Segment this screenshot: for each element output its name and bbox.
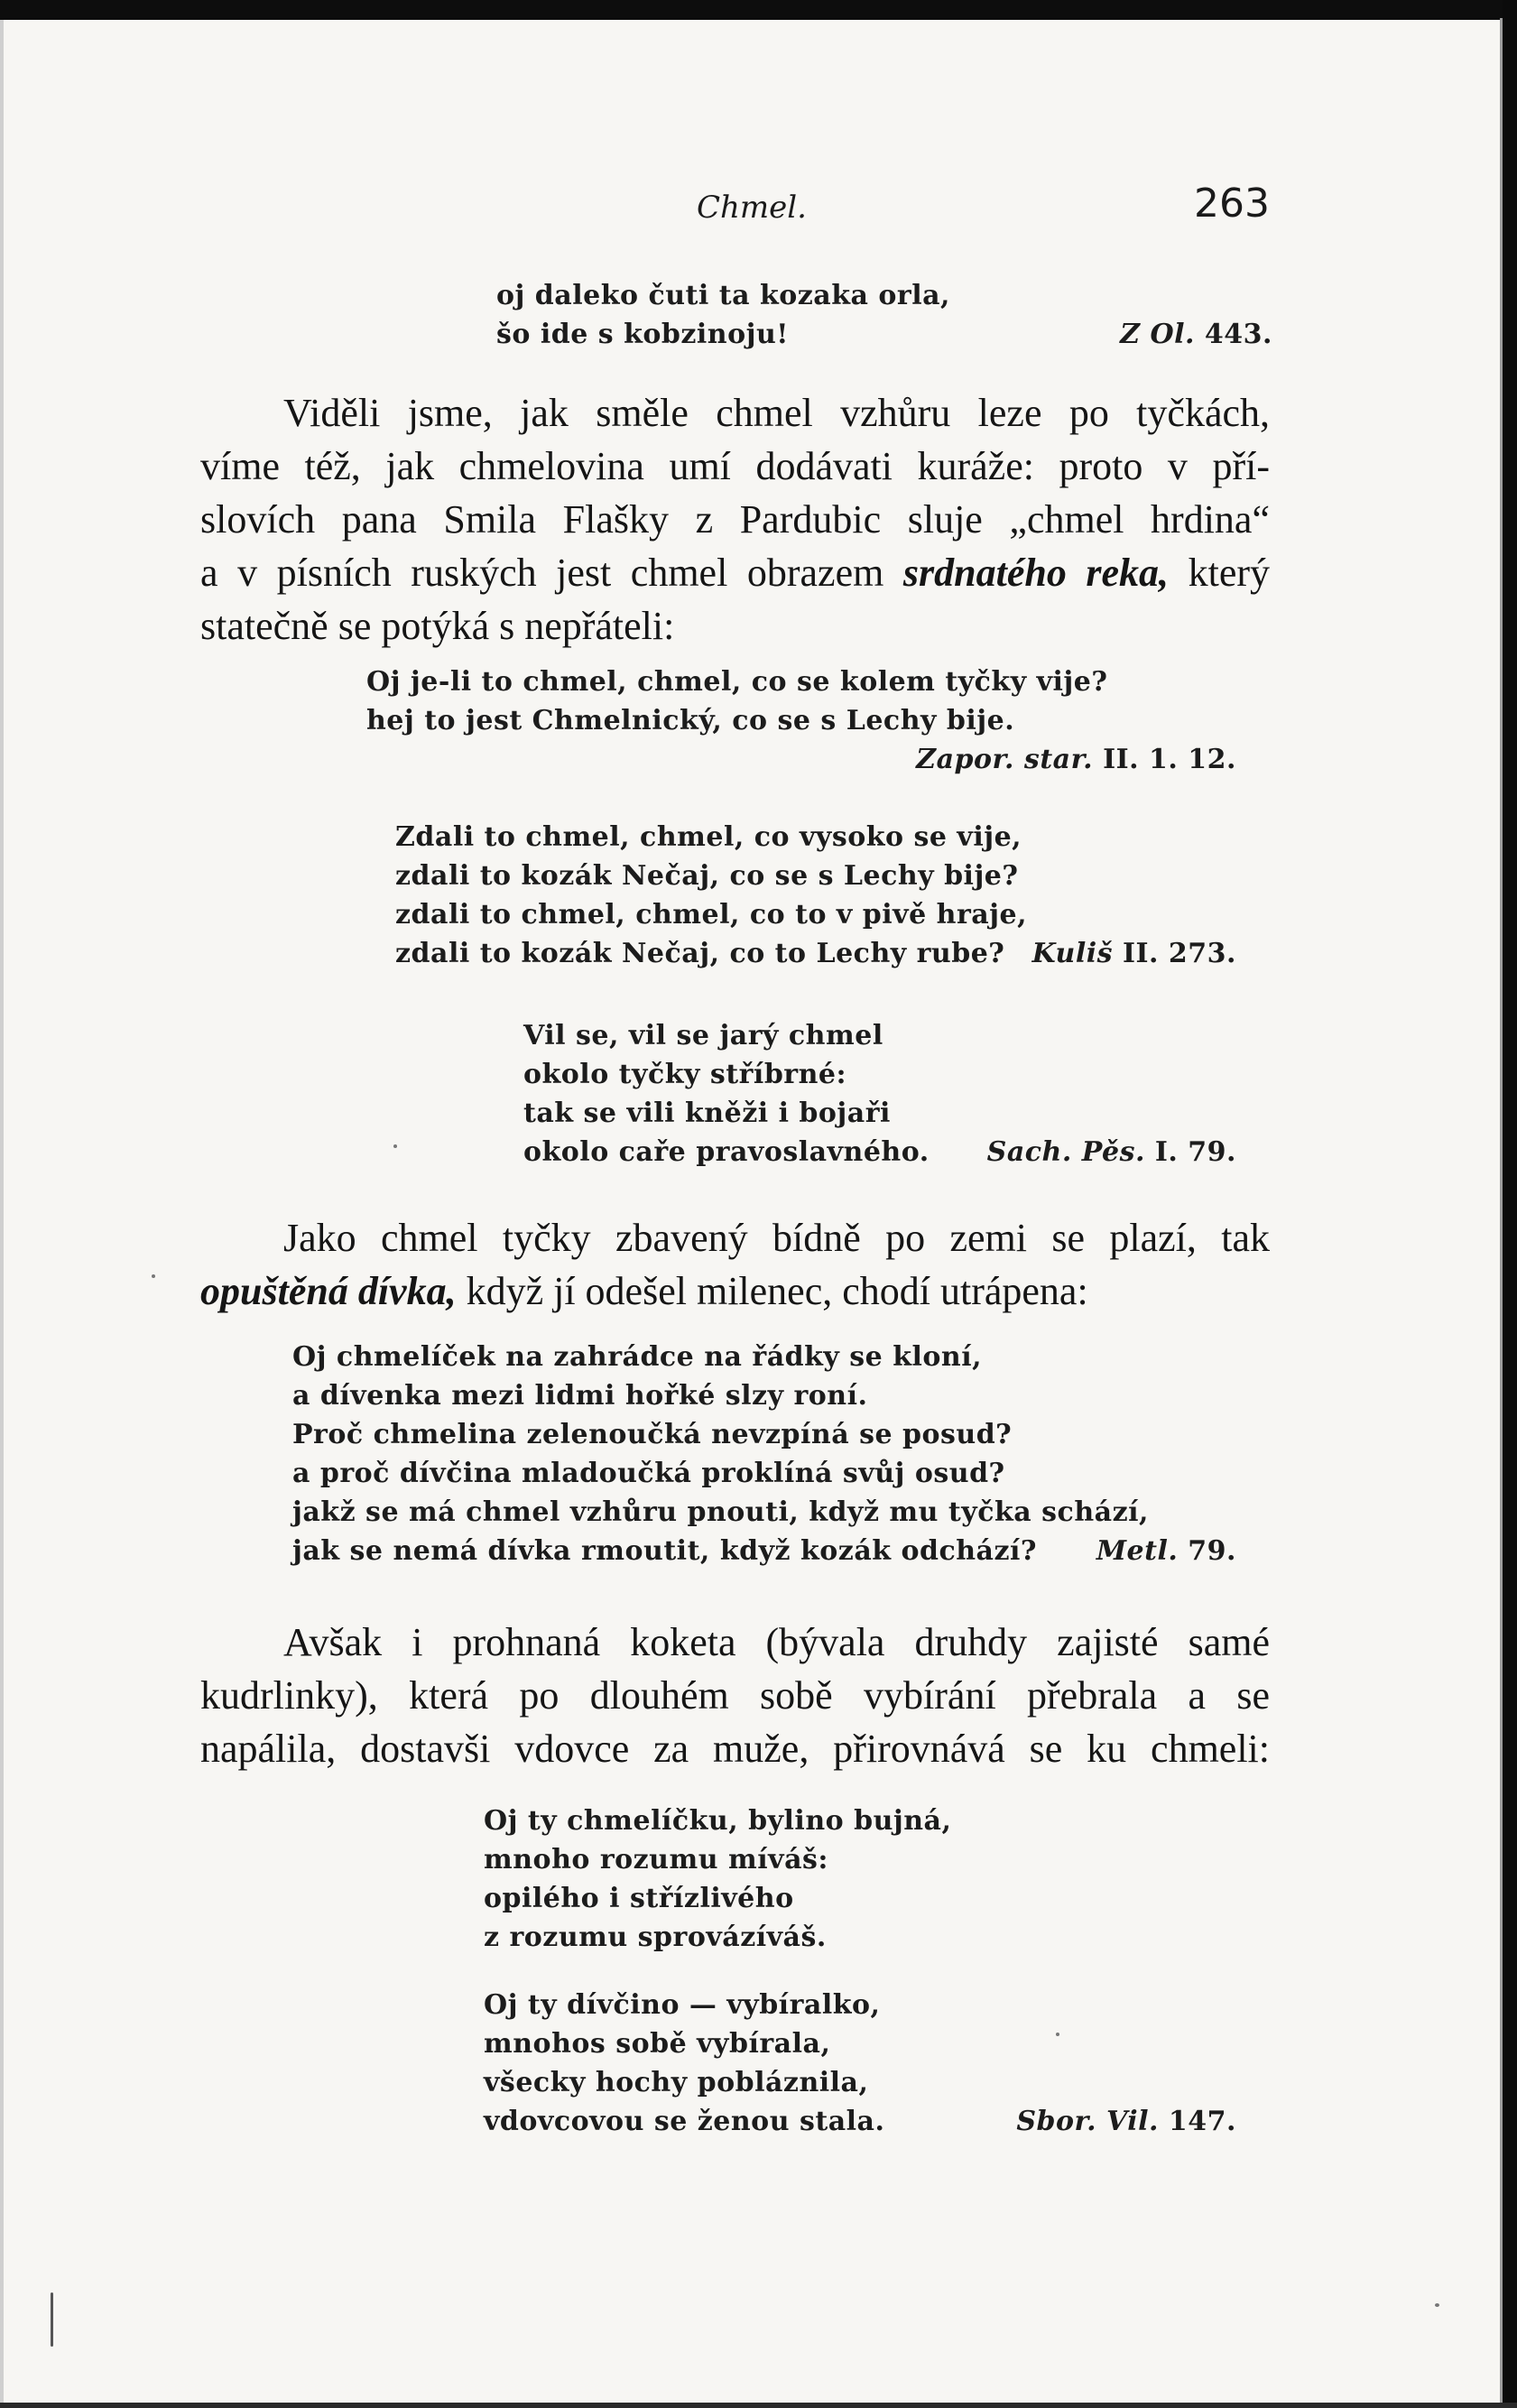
verse-source: [916, 740, 1236, 779]
paragraph-line: víme též, jak chmelovina umí dodávati kuráže: proto v pří-: [200, 444, 1270, 488]
verse-line-text: zdali to kozák Nečaj, co to Lechy rube?: [395, 938, 1005, 969]
verse-line: [484, 2102, 1236, 2141]
source-number: II. 1. 12.: [1103, 744, 1236, 775]
paragraph-line: [200, 1264, 1270, 1318]
paragraph-line: Avšak i prohnaná koketa (bývala druhdy zajisté samé: [283, 1620, 1270, 1664]
paragraph-line: Viděli jsme, jak směle chmel vzhůru leze po tyčkách,: [283, 391, 1270, 435]
scan-speck: [152, 1274, 155, 1278]
paragraph-line: napálila, dostavši vdovce za muže, přirovnává se ku chmeli:: [200, 1727, 1270, 1771]
paragraph-1: [200, 386, 1270, 653]
source-title: Metl.: [1096, 1535, 1179, 1567]
source-number: I. 79.: [1154, 1136, 1236, 1168]
text-run: který: [1169, 551, 1271, 595]
verse-line: Proč chmelina zelenoučká nevzpíná se posud?: [292, 1419, 1013, 1450]
paragraph-3: [200, 1616, 1270, 1775]
scan-speck: [51, 2292, 53, 2347]
verse-line: a proč dívčina mladoučká proklíná svůj osud?: [292, 1458, 1005, 1489]
verse-line: Zdali to chmel, chmel, co vysoko se vije,: [395, 821, 1022, 853]
verse-source: [1032, 934, 1236, 973]
source-number: 79.: [1188, 1535, 1236, 1567]
paragraph-line: Jako chmel tyčky zbavený bídně po zemi se plazí, tak: [283, 1216, 1270, 1260]
running-title: Chmel.: [697, 190, 807, 226]
source-number: 147.: [1168, 2106, 1236, 2137]
verse-line: [292, 1532, 1236, 1570]
verse-line: tak se vili kněži i bojaři: [523, 1097, 891, 1129]
scan-bottom-edge: [0, 2403, 1517, 2408]
verse-line: a dívenka mezi lidmi hořké slzy roní.: [292, 1380, 868, 1412]
source-title: Sach. Pěs.: [986, 1136, 1145, 1168]
source-title: Zapor. star.: [916, 744, 1094, 775]
verse-block-3: [395, 818, 1236, 973]
paragraph-line: kudrlinky), která po dlouhém sobě vybírání přebrala a se: [200, 1673, 1270, 1718]
verse-line: [366, 740, 1236, 779]
verse-line: [395, 934, 1236, 973]
verse-source: [1120, 315, 1272, 354]
verse-line: zdali to kozák Nečaj, co se s Lechy bije?: [395, 860, 1019, 892]
paragraph-line: [200, 546, 1270, 599]
verse-line: zdali to chmel, chmel, co to v pivě hraje,: [395, 899, 1028, 931]
verse-line: [523, 1133, 1236, 1172]
verse-line: mnohos sobě vybírala,: [484, 2028, 831, 2060]
verse-line: Oj ty dívčino — vybíralko,: [484, 1989, 881, 2021]
text-run: když jí odešel milenec, chodí utrápena:: [456, 1269, 1088, 1313]
verse-source: [987, 1133, 1236, 1172]
verse-block-2: [366, 662, 1236, 779]
scan-speck: [393, 1144, 397, 1148]
scan-left-edge: [0, 20, 4, 2408]
verse-source: [1016, 2102, 1236, 2141]
emphasis-text: srdnatého reka,: [902, 551, 1170, 595]
verse-source: [1096, 1532, 1236, 1570]
source-title: Z Ol.: [1120, 319, 1195, 350]
scan-speck: [1435, 2303, 1439, 2307]
page-number: 263: [1194, 181, 1270, 227]
verse-block-4: [523, 1016, 1236, 1172]
verse-line-text: okolo caře pravoslavného.: [523, 1136, 930, 1168]
verse-line: všecky hochy pobláznila,: [484, 2067, 869, 2098]
paragraph-line: statečně se potýká s nepřáteli:: [200, 604, 675, 648]
page-header: [200, 181, 1270, 235]
verse-line: okolo tyčky stříbrné:: [523, 1059, 847, 1090]
verse-block-5: [292, 1338, 1236, 1570]
source-number: II. 273.: [1122, 938, 1236, 969]
verse-line: z rozumu sprovázíváš.: [484, 1922, 827, 1953]
verse-block-6: [484, 1801, 1236, 1957]
verse-line-text: šo ide s kobzinoju!: [496, 319, 789, 350]
scan-top-edge: [0, 0, 1517, 20]
paragraph-line: slovích pana Smila Flašky z Pardubic sluje „chmel hrdina“: [200, 497, 1270, 542]
source-number: 443.: [1204, 319, 1272, 350]
paragraph-2: [200, 1211, 1270, 1318]
verse-line-text: jak se nemá dívka rmoutit, když kozák odchází?: [292, 1535, 1038, 1567]
verse-line-text: vdovcovou se ženou stala.: [484, 2106, 885, 2137]
verse-line: [496, 315, 1272, 354]
scan-right-edge: [1503, 0, 1517, 2408]
scan-speck: [1056, 2033, 1059, 2036]
verse-line: oj daleko čuti ta kozaka orla,: [496, 280, 950, 311]
verse-line: mnoho rozumu míváš:: [484, 1844, 828, 1875]
source-title: Sbor. Vil.: [1016, 2106, 1159, 2137]
verse-line: Oj ty chmelíčku, bylino bujná,: [484, 1805, 952, 1837]
scan-right-shadow: [1500, 18, 1503, 2408]
verse-line: Oj chmelíček na zahrádce na řádky se kloní,: [292, 1341, 983, 1373]
text-run: a v písních ruských jest chmel obrazem: [200, 551, 903, 595]
verse-block-7: [484, 1986, 1236, 2141]
verse-line: hej to jest Chmelnický, co se s Lechy bije.: [366, 705, 1015, 736]
verse-line: opilého i střízlivého: [484, 1883, 794, 1914]
verse-line: Oj je-li to chmel, chmel, co se kolem tyčky vije?: [366, 666, 1108, 698]
verse-line: Vil se, vil se jarý chmel: [523, 1020, 883, 1051]
source-title: Kuliš: [1031, 938, 1114, 969]
verse-line: jakž se má chmel vzhůru pnouti, když mu tyčka schází,: [292, 1496, 1149, 1528]
emphasis-text: opuštěná dívka,: [200, 1269, 457, 1313]
verse-block-1: [496, 276, 1272, 354]
